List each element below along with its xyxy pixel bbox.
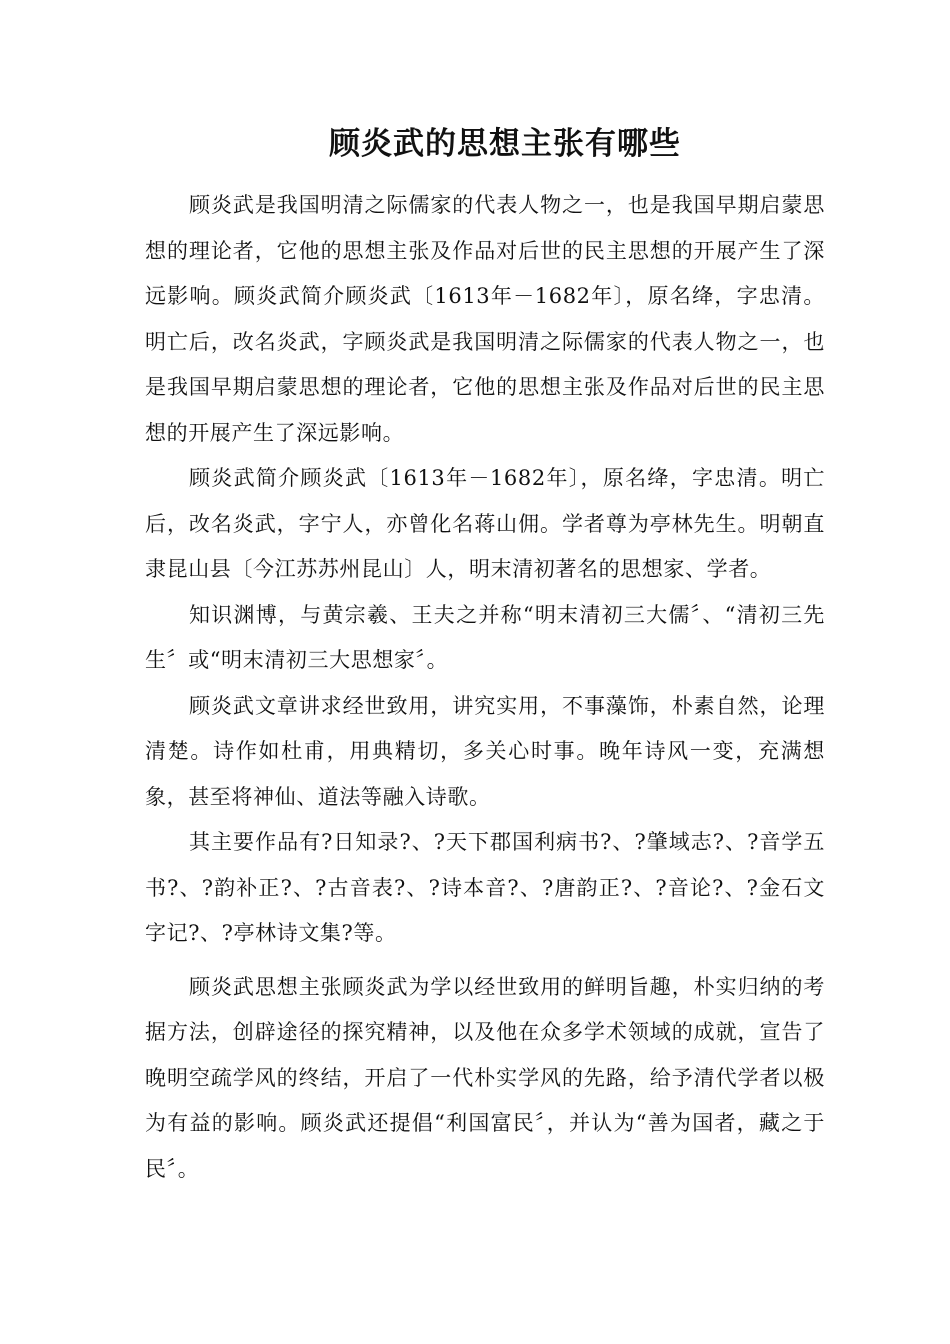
paragraph-intro: 顾炎武是我国明清之际儒家的代表人物之一，也是我国早期启蒙思想的理论者，它他的思想主张及作品对后世的民主思想的开展产生了深远影响。顾炎武简介顾炎武〔1613年－1682年〕，原名绛，字忠清。明亡后，改名炎武，字顾炎武是我国明清之际儒家的代表人物之一，也是我国早期启蒙思想的理论者，它他的思想主张及作品对后世的民主思想的开展产生了深远影响。 [145, 193, 825, 445]
paragraph-thought: 顾炎武思想主张顾炎武为学以经世致用的鲜明旨趣，朴实归纳的考据方法，创辟途径的探究精神，以及他在众多学术领域的成就，宣告了晚明空疏学风的终结，开启了一代朴实学风的先路，给予清代学者以极为有益的影响。顾炎武还提倡“利国富民〞，并认为“善为国者，藏之于民〞。 [145, 974, 825, 1181]
page-title: 顾炎武的思想主张有哪些 [329, 126, 681, 162]
document-body [145, 183, 825, 1192]
paragraph-biography: 顾炎武简介顾炎武〔1613年－1682年〕，原名绛，字忠清。明亡后，改名炎武，字宁人，亦曾化名蒋山佣。学者尊为亭林先生。明朝直隶昆山县〔今江苏苏州昆山〕人，明末清初著名的思想家、学者。 [145, 466, 825, 581]
paragraph-reputation: 知识渊博，与黄宗羲、王夫之并称“明末清初三大儒〞、“清初三先生〞或“明末清初三大思想家〞。 [145, 602, 825, 672]
paragraph-works: 其主要作品有?日知录?、?天下郡国利病书?、?肇域志?、?音学五书?、?韵补正?、?古音表?、?诗本音?、?唐韵正?、?音论?、?金石文字记?、?亭林诗文集?等。 [145, 830, 825, 945]
paragraph-writing-style: 顾炎武文章讲求经世致用，讲究实用，不事藻饰，朴素自然，论理清楚。诗作如杜甫，用典精切，多关心时事。晚年诗风一变，充满想象，甚至将神仙、道法等融入诗歌。 [145, 693, 825, 809]
